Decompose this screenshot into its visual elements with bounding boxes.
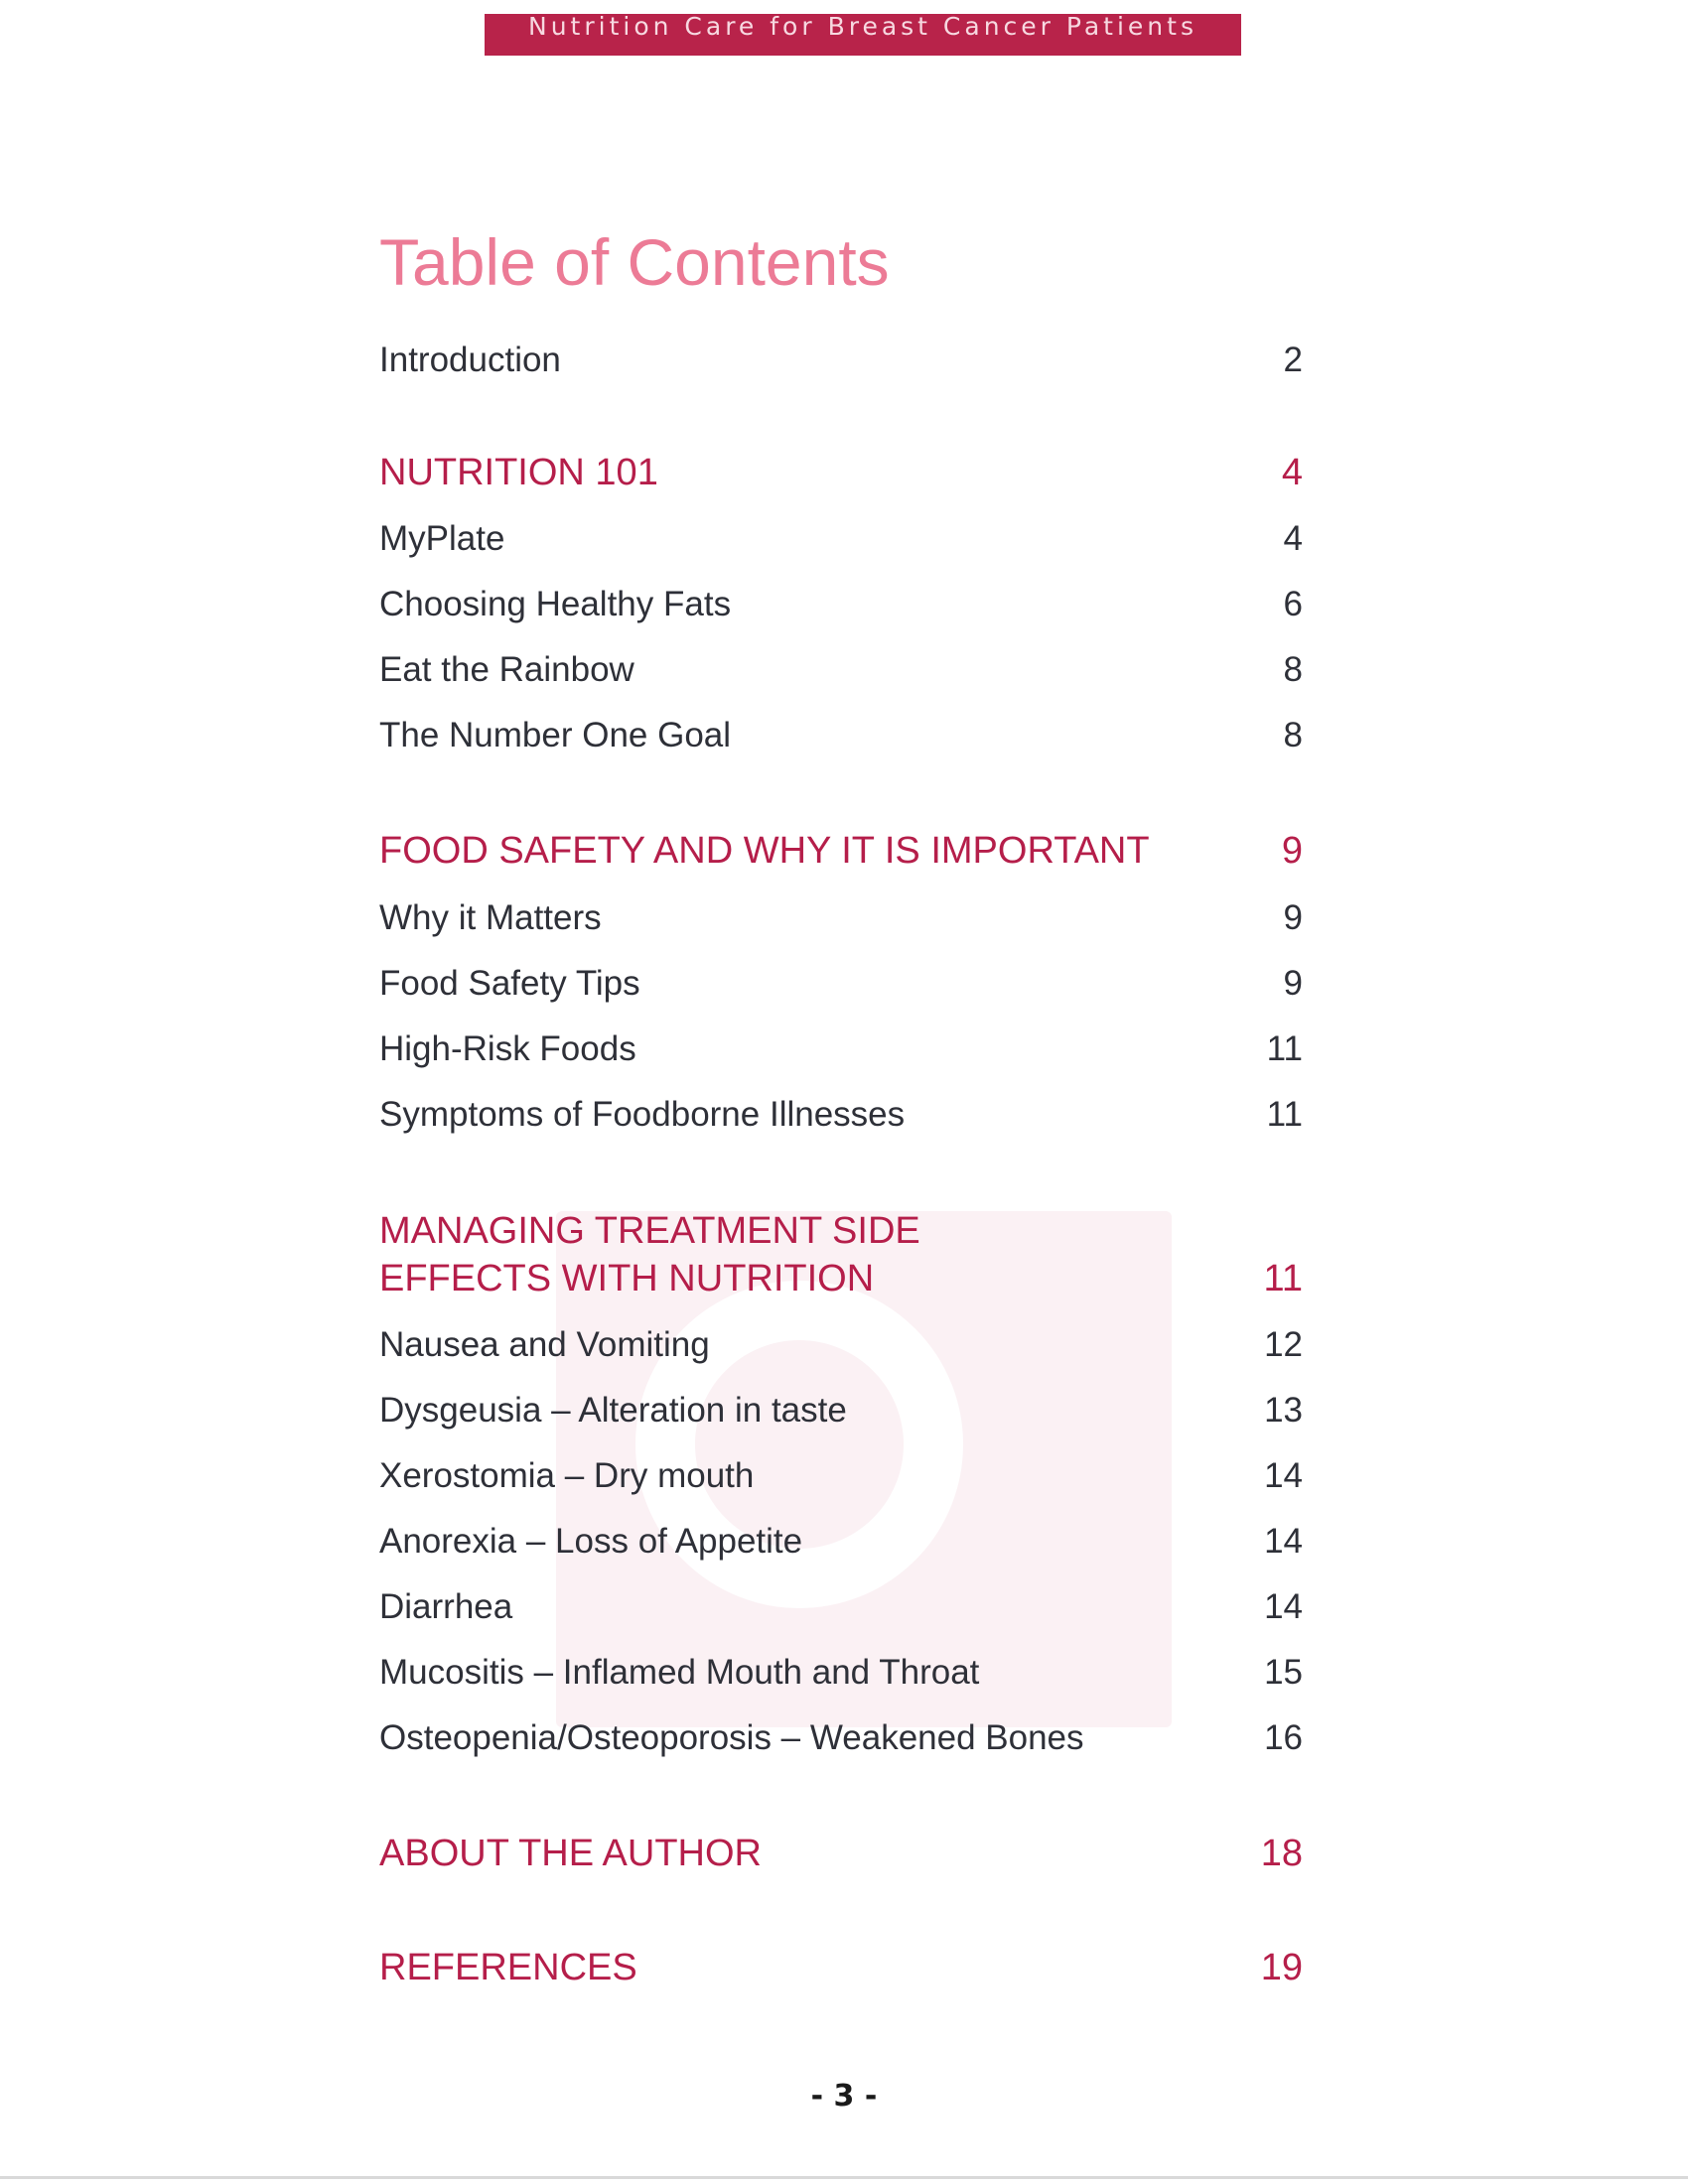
toc-entry-label: MyPlate: [379, 519, 505, 558]
toc-entry-label: Anorexia – Loss of Appetite: [379, 1522, 803, 1561]
toc-entry-label: Mucositis – Inflamed Mouth and Throat: [379, 1653, 980, 1692]
toc-entry-food-safety-tips[interactable]: [379, 964, 1303, 1004]
toc-section-label: ABOUT THE AUTHOR: [379, 1833, 762, 1874]
toc-section-references[interactable]: [379, 1944, 1303, 1991]
toc-entry-page: 16: [1264, 1718, 1303, 1757]
toc-entry-label: Xerostomia – Dry mouth: [379, 1456, 755, 1495]
toc-entry-dysgeusia[interactable]: [379, 1391, 1303, 1431]
toc-entry-page: 15: [1264, 1653, 1303, 1692]
toc-entry-page: 11: [1266, 1029, 1303, 1068]
toc-section-nutrition-101[interactable]: [379, 449, 1303, 496]
toc-entry-label: Osteopenia/Osteoporosis – Weakened Bones: [379, 1718, 1084, 1757]
toc-section-managing-side-effects[interactable]: [379, 1207, 1303, 1302]
toc-entry-osteoporosis[interactable]: [379, 1718, 1303, 1758]
toc-section-label-line-1: MANAGING TREATMENT SIDE: [379, 1210, 920, 1252]
toc-entry-label: The Number One Goal: [379, 716, 732, 754]
toc-entry-label: High-Risk Foods: [379, 1029, 636, 1068]
toc-entry-page: 14: [1264, 1522, 1303, 1561]
toc-entry-page: 4: [1283, 519, 1303, 558]
toc-entry-label: Introduction: [379, 341, 561, 379]
toc-entry-foodborne-symptoms[interactable]: [379, 1095, 1303, 1135]
toc-entry-page: 9: [1283, 964, 1303, 1003]
toc-entry-myplate[interactable]: [379, 519, 1303, 559]
toc-section-page: 11: [1263, 1258, 1303, 1299]
toc-entry-page: 8: [1283, 650, 1303, 689]
toc-entry-label: Eat the Rainbow: [379, 650, 634, 689]
toc-entry-why-it-matters[interactable]: [379, 898, 1303, 938]
toc-entry-label: Symptoms of Foodborne Illnesses: [379, 1095, 906, 1134]
toc-entry-page: 11: [1266, 1095, 1303, 1134]
toc-section-label: FOOD SAFETY AND WHY IT IS IMPORTANT: [379, 830, 1150, 872]
scan-edge-divider: [0, 2176, 1688, 2179]
toc-section-label: [379, 1207, 920, 1302]
toc-entry-mucositis[interactable]: [379, 1653, 1303, 1693]
toc-section-about-the-author[interactable]: [379, 1830, 1303, 1877]
toc-entry-anorexia[interactable]: [379, 1522, 1303, 1562]
toc-entry-page: 9: [1283, 898, 1303, 937]
toc-entry-high-risk-foods[interactable]: [379, 1029, 1303, 1069]
toc-section-page: 4: [1281, 452, 1303, 493]
toc-entry-page: 2: [1283, 341, 1303, 379]
toc-section-label-line-2: EFFECTS WITH NUTRITION: [379, 1258, 875, 1299]
toc-section-page: 19: [1260, 1947, 1303, 1988]
page-number: - 3 -: [810, 2079, 878, 2114]
toc-section-page: 9: [1281, 830, 1303, 872]
toc-entry-label: Why it Matters: [379, 898, 602, 937]
toc-entry-healthy-fats[interactable]: [379, 585, 1303, 624]
toc-entry-diarrhea[interactable]: [379, 1587, 1303, 1627]
toc-entry-nausea[interactable]: [379, 1325, 1303, 1365]
toc-entry-page: 14: [1264, 1587, 1303, 1626]
toc-entry-page: 6: [1283, 585, 1303, 623]
toc-section-page: 18: [1260, 1833, 1303, 1874]
toc-entry-label: Nausea and Vomiting: [379, 1325, 710, 1364]
toc-section-food-safety[interactable]: [379, 827, 1303, 875]
toc-entry-page: 14: [1264, 1456, 1303, 1495]
toc-entry-eat-the-rainbow[interactable]: [379, 650, 1303, 690]
toc-entry-label: Diarrhea: [379, 1587, 513, 1626]
toc-section-label: NUTRITION 101: [379, 452, 658, 493]
toc-entry-label: Choosing Healthy Fats: [379, 585, 732, 623]
toc-entry-number-one-goal[interactable]: [379, 716, 1303, 755]
toc-entry-label: Food Safety Tips: [379, 964, 640, 1003]
toc-entry-xerostomia[interactable]: [379, 1456, 1303, 1496]
toc-entry-page: 8: [1283, 716, 1303, 754]
toc-entry-page: 12: [1264, 1325, 1303, 1364]
toc-section-label: REFERENCES: [379, 1947, 637, 1988]
toc-title: Table of Contents: [379, 225, 890, 299]
running-header: Nutrition Care for Breast Cancer Patients: [485, 14, 1241, 56]
toc-entry-page: 13: [1264, 1391, 1303, 1430]
toc-entry-introduction[interactable]: [379, 341, 1303, 380]
toc-entry-label: Dysgeusia – Alteration in taste: [379, 1391, 847, 1430]
